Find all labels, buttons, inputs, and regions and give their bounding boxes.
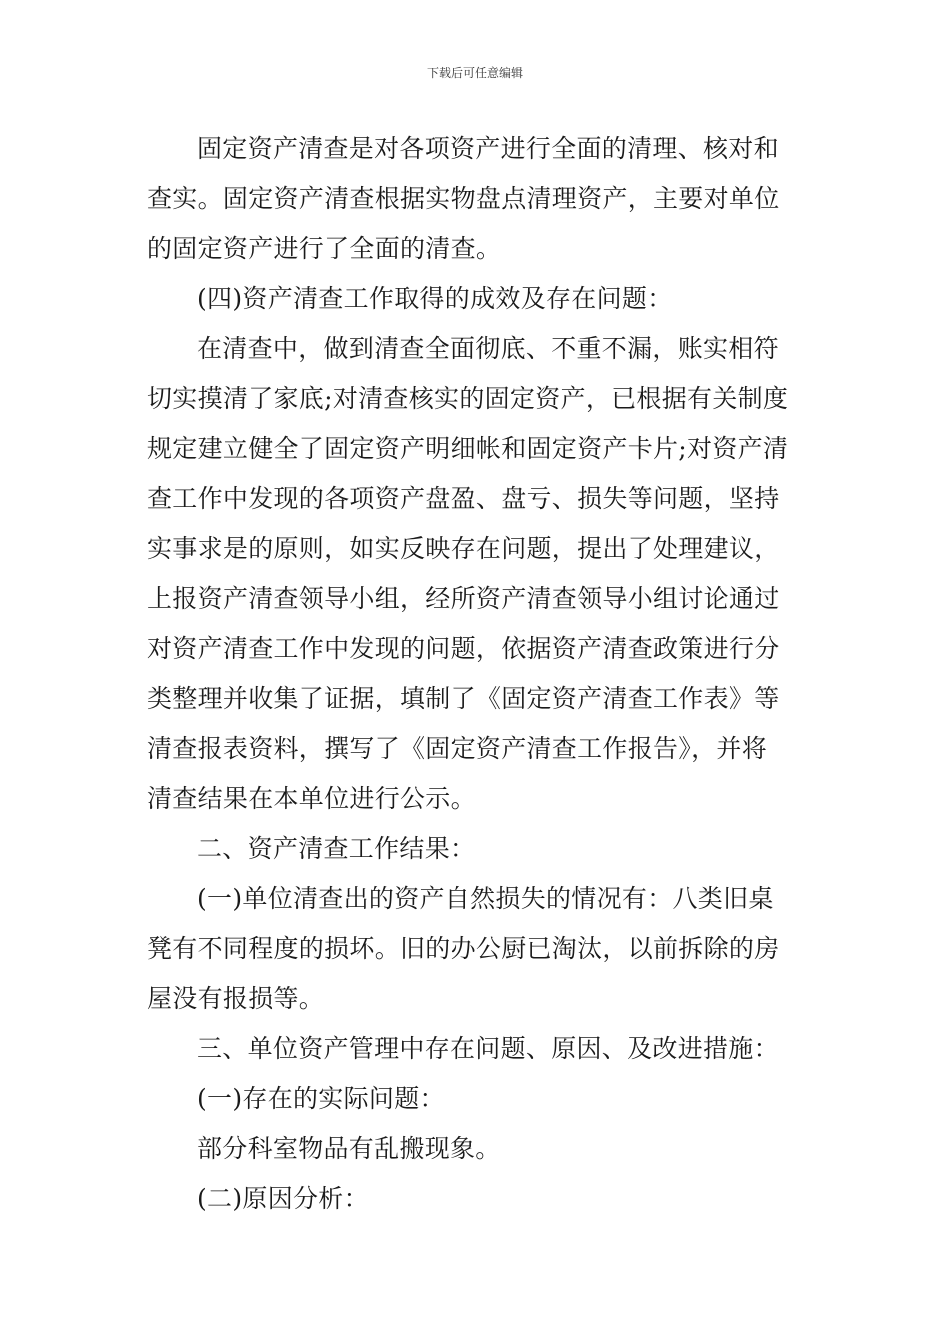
- text-line: 凳有不同程度的损坏。旧的办公厨已淘汰，以前拆除的房: [147, 934, 780, 963]
- text-line: 固定资产清查是对各项资产进行全面的清理、核对和: [197, 134, 779, 163]
- text-line: 查工作中发现的各项资产盘盈、盘亏、损失等问题，坚持: [147, 484, 780, 513]
- text-line: 查实。固定资产清查根据实物盘点清理资产，主要对单位: [147, 184, 780, 213]
- text-line: 三、单位资产管理中存在问题、原因、及改进措施：: [197, 1034, 779, 1063]
- text-line: 对资产清查工作中发现的问题，依据资产清查政策进行分: [147, 634, 780, 663]
- text-line: 在清查中，做到清查全面彻底、不重不漏，账实相符: [197, 334, 779, 363]
- text-line: (四)资产清查工作取得的成效及存在问题：: [197, 284, 673, 313]
- text-line: 部分科室物品有乱搬现象。: [197, 1134, 501, 1163]
- text-line: 二、资产清查工作结果：: [197, 834, 476, 863]
- text-line: 清查报表资料，撰写了《固定资产清查工作报告》，并将: [147, 734, 768, 763]
- paragraph-asset-inventory-intro: [147, 124, 807, 274]
- text-line: 类整理并收集了证据，填制了《固定资产清查工作表》等: [147, 684, 780, 713]
- text-line: 实事求是的原则，如实反映存在问题，提出了处理建议，: [147, 534, 780, 563]
- text-line: (一)存在的实际问题：: [197, 1084, 445, 1113]
- section-heading-4: [147, 274, 807, 324]
- text-line: (二)原因分析：: [197, 1184, 369, 1213]
- section-heading-3: [147, 1024, 807, 1074]
- text-line: 切实摸清了家底;对清查核实的固定资产，已根据有关制度: [147, 384, 789, 413]
- text-line: 的固定资产进行了全面的清查。: [147, 234, 502, 263]
- text-line: 规定建立健全了固定资产明细帐和固定资产卡片;对资产清: [147, 434, 789, 463]
- subheading-problems: [147, 1074, 807, 1124]
- paragraph-results: [147, 324, 807, 824]
- paragraph-problem-detail: [147, 1124, 807, 1174]
- text-line: (一)单位清查出的资产自然损失的情况有：八类旧桌: [197, 884, 774, 913]
- document-body: [147, 124, 807, 1224]
- text-line: 上报资产清查领导小组，经所资产清查领导小组讨论通过: [147, 584, 780, 613]
- subheading-cause-analysis: [147, 1174, 807, 1224]
- text-line: 清查结果在本单位进行公示。: [147, 784, 476, 813]
- section-heading-2: [147, 824, 807, 874]
- text-line: 屋没有报损等。: [147, 984, 325, 1013]
- paragraph-losses: [147, 874, 807, 1024]
- page-header-note: 下载后可任意编辑: [426, 66, 523, 80]
